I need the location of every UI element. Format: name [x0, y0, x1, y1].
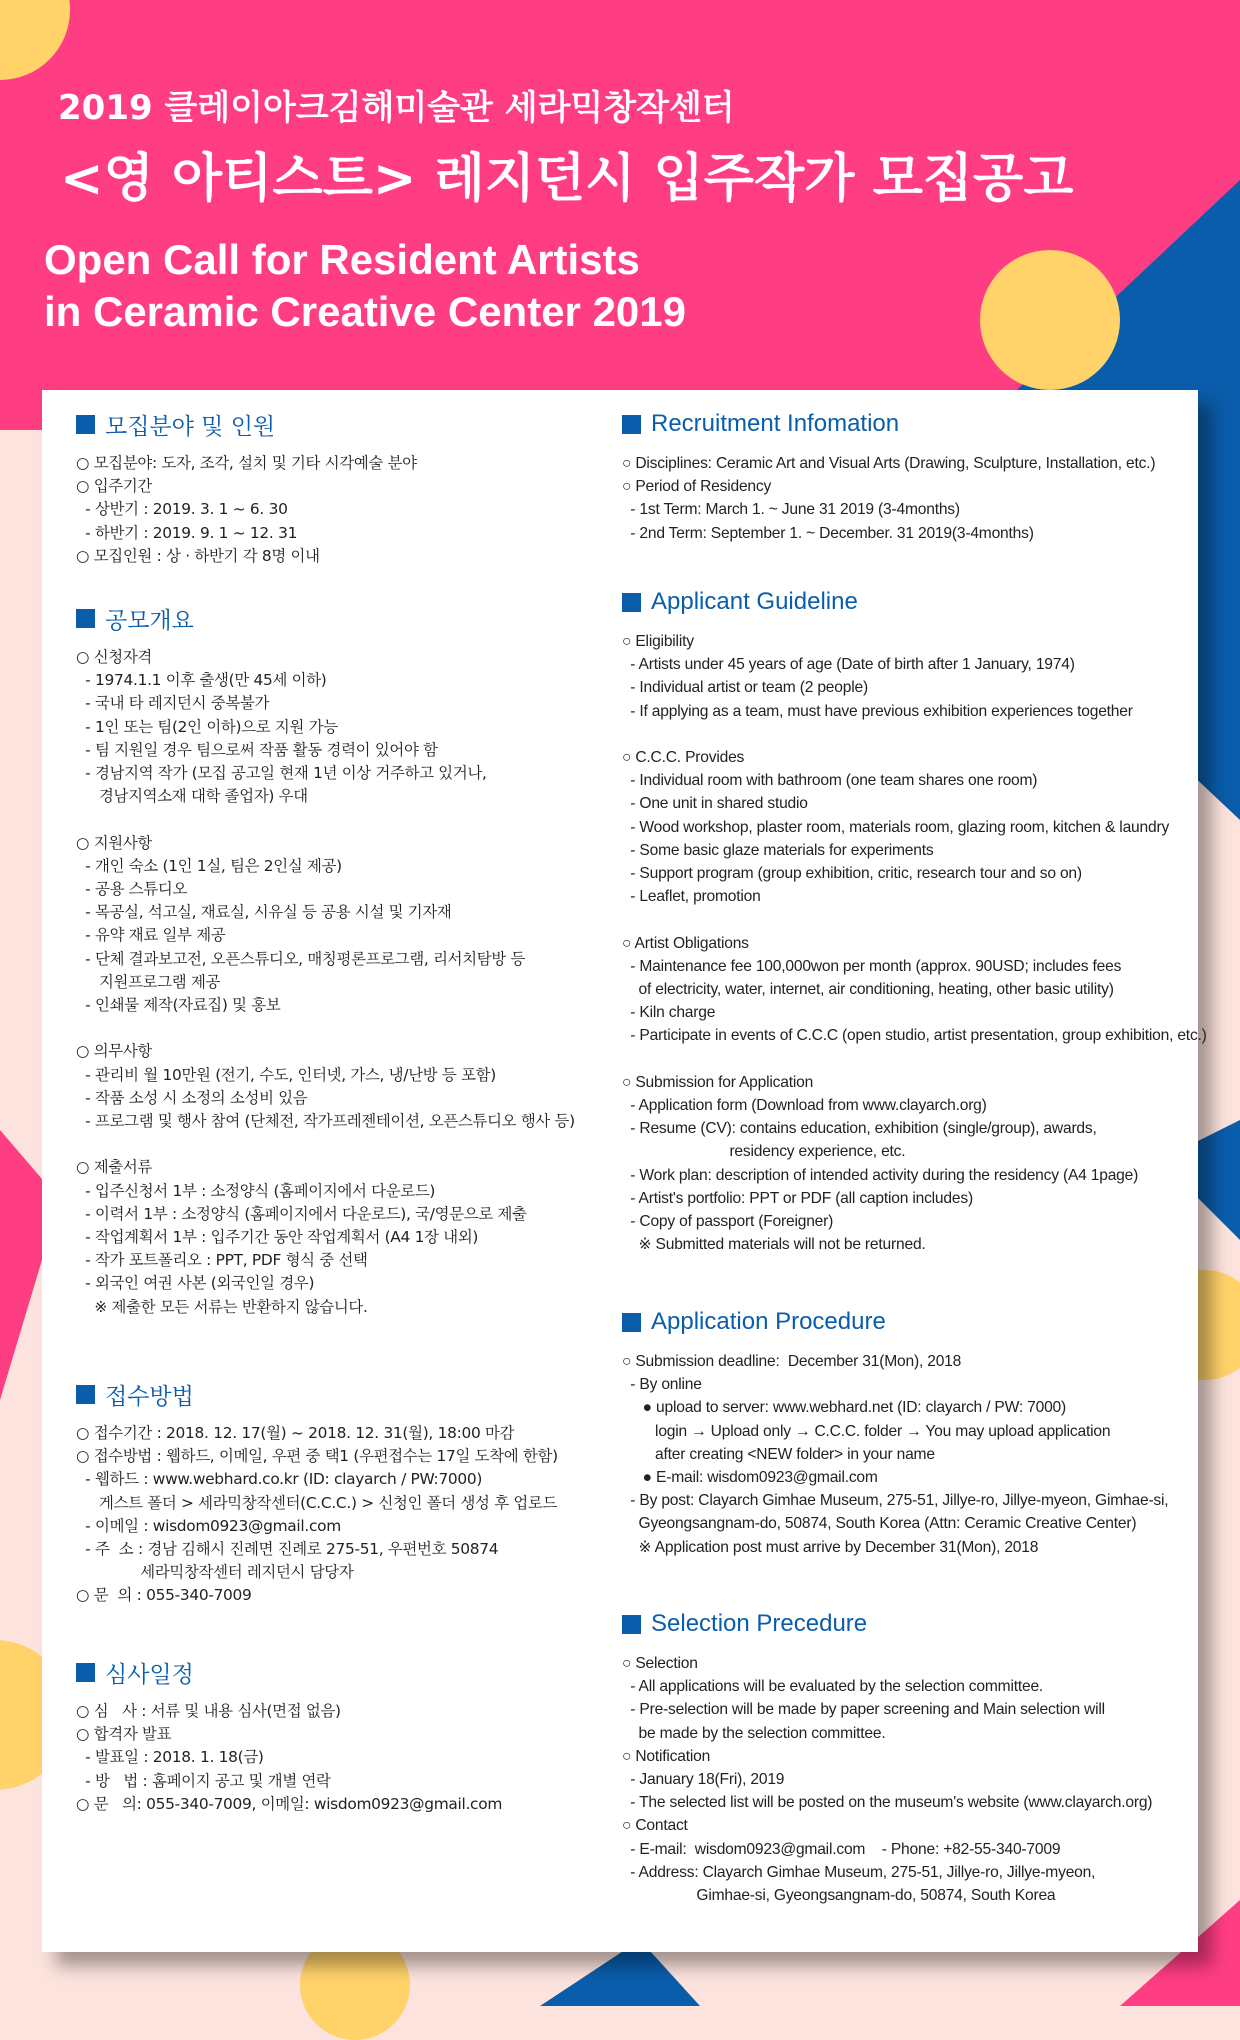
english-title-line-1: Open Call for Resident Artists	[44, 236, 640, 283]
text-line	[76, 1133, 606, 1156]
text-line: - If applying as a team, must have previous exhibition experiences together	[622, 702, 1133, 720]
text-line: ○ 합격자 발표	[76, 1725, 172, 1744]
text-line: - 단체 결과보고전, 오픈스튜디오, 매칭평론프로그램, 리서치탐방 등	[76, 949, 526, 968]
text-line: - Participate in events of C.C.C (open studio, artist presentation, group exhibition, etc.)	[622, 1027, 1207, 1045]
text-line	[622, 1048, 1192, 1071]
section	[76, 600, 606, 1319]
text-line: ○ 지원사항	[76, 833, 152, 852]
section-body	[76, 1422, 606, 1608]
text-line: - 유약 재료 일부 제공	[76, 926, 226, 945]
text-line: ○ 모집인원 : 상 · 하반기 각 8명 이내	[76, 546, 320, 565]
text-line: of electricity, water, internet, air conditioning, heating, other basic utility)	[622, 981, 1114, 999]
square-bullet-icon	[622, 1615, 641, 1634]
text-line	[76, 1017, 606, 1040]
square-bullet-icon	[622, 593, 641, 612]
text-line: - Work plan: description of intended activity during the residency (A4 1page)	[622, 1166, 1139, 1184]
text-line: ○ 신청자격	[76, 648, 152, 666]
yellow-circle-decoration	[980, 250, 1120, 390]
section-title	[622, 1304, 1192, 1340]
text-line: - All applications will be evaluated by the selection committee.	[622, 1678, 1044, 1696]
text-line: 지원프로그램 제공	[76, 972, 221, 991]
text-line: - 프로그램 및 행사 참여 (단체전, 작가프레젠테이션, 오픈스튜디오 행사 등)	[76, 1112, 575, 1131]
text-line: be made by the selection committee.	[622, 1724, 886, 1742]
text-line: - Resume (CV): contains education, exhibition (single/group), awards,	[622, 1120, 1097, 1138]
text-line: Gyeongsangnam-do, 50874, South Korea (Attn: Ceramic Creative Center)	[622, 1515, 1137, 1533]
text-line	[76, 808, 606, 831]
content-panel	[42, 390, 1207, 1952]
square-bullet-icon	[76, 1385, 95, 1404]
text-line: ● upload to server: www.webhard.net (ID: clayarch / PW: 7000)	[622, 1399, 1067, 1417]
text-line: login → Upload only → C.C.C. folder → You may upload application	[622, 1422, 1111, 1440]
section-title-text: 심사일정	[105, 1661, 194, 1688]
text-line: - Artists under 45 years of age (Date of birth after 1 January, 1974)	[622, 656, 1075, 674]
text-line: ○ 문 의 : 055-340-7009	[76, 1586, 252, 1605]
square-bullet-icon	[76, 1663, 95, 1682]
text-line: - Maintenance fee 100,000won per month (approx. 90USD; includes fees	[622, 957, 1122, 975]
text-line: ○ 접수방법 : 웹하드, 이메일, 우편 중 택1 (우편접수는 17일 도착에 한함)	[76, 1447, 558, 1466]
section-title-text: 모집분야 및 인원	[105, 413, 276, 440]
text-line: - 목공실, 석고실, 재료실, 시유실 등 공용 시설 및 기자재	[76, 903, 452, 922]
text-line: after creating <NEW folder> in your name	[622, 1445, 935, 1463]
text-line: residency experience, etc.	[622, 1143, 906, 1161]
section-title	[76, 406, 606, 442]
square-bullet-icon	[622, 1313, 641, 1332]
section	[76, 1654, 606, 1816]
text-line	[622, 908, 1192, 931]
section-title-text: Recruitment Infomation	[651, 410, 900, 437]
text-line: - Application form (Download from www.clayarch.org)	[622, 1097, 987, 1115]
text-line: 세라믹창작센터 레지던시 담당자	[76, 1563, 354, 1582]
text-line: ○ Selection	[622, 1655, 698, 1672]
text-line: - 이메일 : wisdom0923@gmail.com	[76, 1516, 341, 1535]
section-title-text: Application Procedure	[651, 1308, 886, 1335]
text-line	[622, 723, 1192, 746]
text-line: - By online	[622, 1376, 702, 1394]
section	[622, 406, 1192, 545]
text-line: - One unit in shared studio	[622, 795, 808, 813]
text-line: ○ 의무사항	[76, 1042, 152, 1061]
text-line: ○ Submission deadline: December 31(Mon), 2018	[622, 1353, 962, 1370]
text-line: - 국내 타 레지던시 중복불가	[76, 694, 270, 713]
square-bullet-icon	[76, 609, 95, 628]
text-line: - Support program (group exhibition, critic, research tour and so on)	[622, 865, 1082, 883]
text-line: ○ 접수기간 : 2018. 12. 17(월) ~ 2018. 12. 31(월), 18:00 마감	[76, 1424, 515, 1442]
text-line: - 작품 소성 시 소정의 소성비 있음	[76, 1088, 308, 1107]
text-line: - 작업계획서 1부 : 입주기간 동안 작업계획서 (A4 1장 내외)	[76, 1228, 479, 1247]
section-title-text: Applicant Guideline	[651, 588, 858, 615]
text-line: ○ 심 사 : 서류 및 내용 심사(면접 없음)	[76, 1702, 341, 1720]
text-line: ○ 제출서류	[76, 1158, 152, 1177]
section	[622, 1304, 1192, 1559]
text-line: - 주 소 : 경남 김해시 진례면 진례로 275-51, 우편번호 50874	[76, 1540, 499, 1559]
text-line: - E-mail: wisdom0923@gmail.com - Phone: +82-55-340-7009	[622, 1840, 1061, 1858]
text-line: ○ Eligibility	[622, 633, 694, 650]
text-line: - 하반기 : 2019. 9. 1 ~ 12. 31	[76, 523, 298, 542]
text-line: - 웹하드 : www.webhard.co.kr (ID: clayarch / PW:7000)	[76, 1470, 483, 1489]
text-line: 경남지역소재 대학 졸업자) 우대	[76, 787, 308, 806]
text-line: ※ Application post must arrive by December 31(Mon), 2018	[622, 1538, 1039, 1556]
section-body	[76, 646, 606, 1319]
text-line: - 팀 지원일 경우 팀으로써 작품 활동 경력이 있어야 함	[76, 740, 438, 759]
section-body	[622, 1350, 1192, 1559]
text-line: - 발표일 : 2018. 1. 18(금)	[76, 1748, 264, 1767]
text-line: - 1974.1.1 이후 출생(만 45세 이하)	[76, 671, 327, 690]
section-title	[76, 1376, 606, 1412]
text-line: - 작가 포트폴리오 : PPT, PDF 형식 중 선택	[76, 1251, 368, 1270]
text-line: - Copy of passport (Foreigner)	[622, 1213, 834, 1231]
section	[622, 584, 1207, 1256]
korean-subtitle: 2019 클레이아크김해미술관 세라믹창작센터	[58, 88, 735, 128]
text-line: - Individual room with bathroom (one team shares one room)	[622, 772, 1038, 790]
text-line: - 1st Term: March 1. ~ June 31 2019 (3-4months)	[622, 501, 960, 519]
text-line: - Wood workshop, plaster room, materials room, glazing room, kitchen & laundry	[622, 818, 1170, 836]
section-body	[622, 1652, 1192, 1907]
text-line: ○ Artist Obligations	[622, 934, 749, 952]
section	[76, 406, 606, 568]
section-title-text: Selection Precedure	[651, 1610, 868, 1637]
square-bullet-icon	[76, 415, 95, 434]
text-line: - 상반기 : 2019. 3. 1 ~ 6. 30	[76, 500, 288, 519]
text-line: - 공용 스튜디오	[76, 880, 188, 899]
section-body	[76, 1700, 606, 1816]
text-line: ○ Contact	[622, 1817, 688, 1835]
text-line: - Some basic glaze materials for experiments	[622, 841, 934, 859]
text-line: - 관리비 월 10만원 (전기, 수도, 인터넷, 가스, 냉/난방 등 포함)	[76, 1065, 496, 1084]
section-title	[622, 584, 1192, 620]
text-line: Gimhae-si, Gyeongsangnam-do, 50874, South Korea	[622, 1887, 1056, 1905]
section-body	[622, 452, 1192, 545]
section-title	[622, 406, 1192, 442]
section-body	[76, 452, 606, 568]
text-line: - By post: Clayarch Gimhae Museum, 275-51, Jillye-ro, Jillye-myeon, Gimhae-si,	[622, 1492, 1169, 1510]
text-line: - 이력서 1부 : 소정양식 (홈페이지에서 다운로드), 국/영문으로 제출	[76, 1204, 527, 1223]
text-line: - Artist's portfolio: PPT or PDF (all caption includes)	[622, 1189, 973, 1207]
text-line: - 방 법 : 홈페이지 공고 및 개별 연락	[76, 1771, 331, 1790]
section-body	[622, 630, 1207, 1256]
text-line: ● E-mail: wisdom0923@gmail.com	[622, 1469, 878, 1487]
text-line: ※ Submitted materials will not be returned.	[622, 1236, 926, 1254]
text-line: - 외국인 여권 사본 (외국인일 경우)	[76, 1274, 315, 1293]
text-line: - 1인 또는 팀(2인 이하)으로 지원 가능	[76, 717, 338, 736]
text-line: ○ Notification	[622, 1747, 711, 1765]
text-line: ○ 모집분야: 도자, 조각, 설치 및 기타 시각예술 분야	[76, 454, 417, 472]
section	[76, 1376, 606, 1608]
english-title-line-2: in Ceramic Creative Center 2019	[44, 288, 686, 335]
text-line: ○ C.C.C. Provides	[622, 749, 745, 767]
square-bullet-icon	[622, 415, 641, 434]
text-line: - The selected list will be posted on the museum's website (www.clayarch.org)	[622, 1794, 1153, 1812]
text-line: ※ 제출한 모든 서류는 반환하지 않습니다.	[76, 1297, 368, 1316]
text-line: 게스트 폴더 > 세라믹창작센터(C.C.C.) > 신청인 폴더 생성 후 업로드	[76, 1493, 558, 1512]
text-line: - Individual artist or team (2 people)	[622, 679, 868, 697]
text-line: - Kiln charge	[622, 1004, 716, 1022]
text-line: - Pre-selection will be made by paper screening and Main selection will	[622, 1701, 1105, 1719]
text-line: - 경남지역 작가 (모집 공고일 현재 1년 이상 거주하고 있거나,	[76, 764, 487, 783]
english-title	[44, 234, 686, 338]
text-line: ○ Period of Residency	[622, 478, 772, 496]
text-line: ○ 입주기간	[76, 477, 152, 496]
text-line: - 입주신청서 1부 : 소정양식 (홈페이지에서 다운로드)	[76, 1181, 436, 1200]
text-line: ○ 문 의: 055-340-7009, 이메일: wisdom0923@gmail.com	[76, 1794, 503, 1813]
text-line: - 개인 숙소 (1인 1실, 팀은 2인실 제공)	[76, 856, 342, 875]
text-line: - 인쇄물 제작(자료집) 및 홍보	[76, 996, 281, 1015]
section-title	[76, 600, 606, 636]
text-line: - Leaflet, promotion	[622, 888, 761, 906]
section-title	[76, 1654, 606, 1690]
text-line: ○ Disciplines: Ceramic Art and Visual Arts (Drawing, Sculpture, Installation, etc.)	[622, 455, 1156, 472]
section-title-text: 접수방법	[105, 1383, 194, 1410]
text-line: - Address: Clayarch Gimhae Museum, 275-51, Jillye-ro, Jillye-myeon,	[622, 1863, 1096, 1881]
section-title-text: 공모개요	[105, 607, 194, 634]
section	[622, 1606, 1192, 1907]
korean-title: <영 아티스트> 레지던시 입주작가 모집공고	[60, 149, 1074, 209]
text-line: - 2nd Term: September 1. ~ December. 31 2019(3-4months)	[622, 524, 1034, 542]
section-title	[622, 1606, 1192, 1642]
text-line: ○ Submission for Application	[622, 1073, 814, 1091]
text-line: - January 18(Fri), 2019	[622, 1771, 785, 1789]
